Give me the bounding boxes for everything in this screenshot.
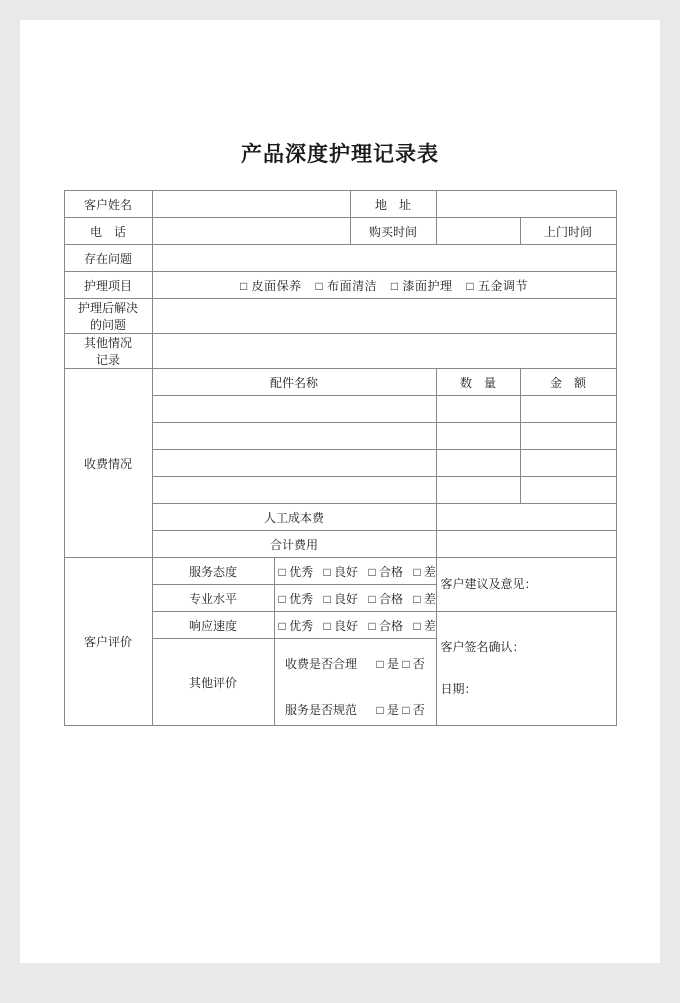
labor-cost-label: 人工成本费 xyxy=(152,504,436,531)
other-eval-line-service xyxy=(279,695,432,725)
purchase-time-label: 购买时间 xyxy=(350,218,436,245)
other-record-label-line2: 记录 xyxy=(95,353,120,367)
total-cost-label: 合计费用 xyxy=(152,531,436,558)
table-row-other-record xyxy=(64,334,616,369)
table-row-fee-header xyxy=(64,369,616,396)
address-input[interactable] xyxy=(436,191,616,218)
care-option-fabric[interactable]: □ 布面清洁 xyxy=(315,278,378,293)
other-eval-line-fee xyxy=(279,649,432,679)
eval-item-label-response: 响应速度 xyxy=(152,612,274,639)
fee-header-amount: 金 额 xyxy=(520,369,616,396)
eval-item-label-attitude: 服务态度 xyxy=(152,558,274,585)
eval-attitude-excellent[interactable]: □ 优秀 xyxy=(278,564,314,579)
customer-name-input[interactable] xyxy=(152,191,350,218)
labor-cost-input[interactable] xyxy=(436,504,616,531)
after-care-label-line2: 的问题 xyxy=(89,318,126,332)
after-care-label xyxy=(64,299,152,334)
other-record-label-line1: 其他情况 xyxy=(83,336,132,350)
table-row-evaluation-attitude xyxy=(64,558,616,585)
eval-options-attitude xyxy=(274,558,436,585)
existing-problem-input[interactable] xyxy=(152,245,616,272)
care-record-table xyxy=(64,190,617,726)
eval-attitude-pass[interactable]: □ 合格 xyxy=(368,564,403,579)
signature-label: 客户签名确认： xyxy=(440,640,525,655)
signature-block[interactable] xyxy=(436,612,616,726)
table-row-after-care xyxy=(64,299,616,334)
table-row-care-item xyxy=(64,272,616,299)
other-eval-label: 其他评价 xyxy=(152,639,274,726)
fee-item-amount[interactable] xyxy=(520,396,616,423)
fee-header-name: 配件名称 xyxy=(152,369,436,396)
eval-attitude-poor[interactable]: □ 差 xyxy=(413,564,436,579)
other-eval-fee-yes[interactable]: □ 是 xyxy=(376,657,399,671)
phone-input[interactable] xyxy=(152,218,350,245)
page-title: 产品深度护理记录表 xyxy=(241,142,439,166)
fee-item-amount[interactable] xyxy=(520,477,616,504)
care-item-options xyxy=(152,272,616,299)
fee-label: 收费情况 xyxy=(64,369,152,558)
table-row-customer xyxy=(64,191,616,218)
other-eval-lines xyxy=(274,639,436,726)
fee-item-amount[interactable] xyxy=(520,450,616,477)
phone-label: 电 话 xyxy=(64,218,152,245)
eval-skill-pass[interactable]: □ 合格 xyxy=(368,591,403,606)
eval-attitude-good[interactable]: □ 良好 xyxy=(323,564,359,579)
fee-item-name[interactable] xyxy=(152,450,436,477)
total-cost-input[interactable] xyxy=(436,531,616,558)
eval-response-excellent[interactable]: □ 优秀 xyxy=(278,618,314,633)
other-record-label xyxy=(64,334,152,369)
other-eval-service-yes[interactable]: □ 是 xyxy=(376,703,399,717)
eval-skill-excellent[interactable]: □ 优秀 xyxy=(278,591,314,606)
visit-time-label: 上门时间 xyxy=(520,218,616,245)
customer-name-label: 客户姓名 xyxy=(64,191,152,218)
existing-problem-label: 存在问题 xyxy=(64,245,152,272)
fee-item-qty[interactable] xyxy=(436,423,520,450)
fee-item-qty[interactable] xyxy=(436,477,520,504)
care-option-leather[interactable]: □ 皮面保养 xyxy=(240,278,302,293)
date-label: 日期： xyxy=(440,681,477,696)
fee-item-qty[interactable] xyxy=(436,450,520,477)
other-eval-service-no[interactable]: □ 否 xyxy=(402,703,425,717)
after-care-input[interactable] xyxy=(152,299,616,334)
other-eval-fee-no[interactable]: □ 否 xyxy=(402,657,425,671)
eval-skill-poor[interactable]: □ 差 xyxy=(413,591,436,606)
fee-item-amount[interactable] xyxy=(520,423,616,450)
eval-response-good[interactable]: □ 良好 xyxy=(323,618,359,633)
suggestion-label[interactable]: 客户建议及意见： xyxy=(436,558,616,612)
purchase-time-input[interactable] xyxy=(436,218,520,245)
eval-options-response xyxy=(274,612,436,639)
fee-header-qty: 数 量 xyxy=(436,369,520,396)
care-option-hardware[interactable]: □ 五金调节 xyxy=(466,278,528,293)
address-label: 地 址 xyxy=(350,191,436,218)
eval-response-pass[interactable]: □ 合格 xyxy=(368,618,403,633)
eval-item-label-skill: 专业水平 xyxy=(152,585,274,612)
other-eval-fee-text: 收费是否合理 xyxy=(285,657,358,671)
fee-item-name[interactable] xyxy=(152,477,436,504)
fee-item-name[interactable] xyxy=(152,396,436,423)
evaluation-label: 客户评价 xyxy=(64,558,152,726)
table-row-existing-problem xyxy=(64,245,616,272)
table-row-phone xyxy=(64,218,616,245)
eval-options-skill xyxy=(274,585,436,612)
other-eval-service-text: 服务是否规范 xyxy=(285,703,358,717)
document-page xyxy=(20,20,660,963)
eval-skill-good[interactable]: □ 良好 xyxy=(323,591,359,606)
care-option-paint[interactable]: □ 漆面护理 xyxy=(390,278,453,293)
eval-response-poor[interactable]: □ 差 xyxy=(413,618,436,633)
fee-item-name[interactable] xyxy=(152,423,436,450)
after-care-label-line1: 护理后解决 xyxy=(77,301,138,315)
care-item-label: 护理项目 xyxy=(64,272,152,299)
fee-item-qty[interactable] xyxy=(436,396,520,423)
other-record-input[interactable] xyxy=(152,334,616,369)
